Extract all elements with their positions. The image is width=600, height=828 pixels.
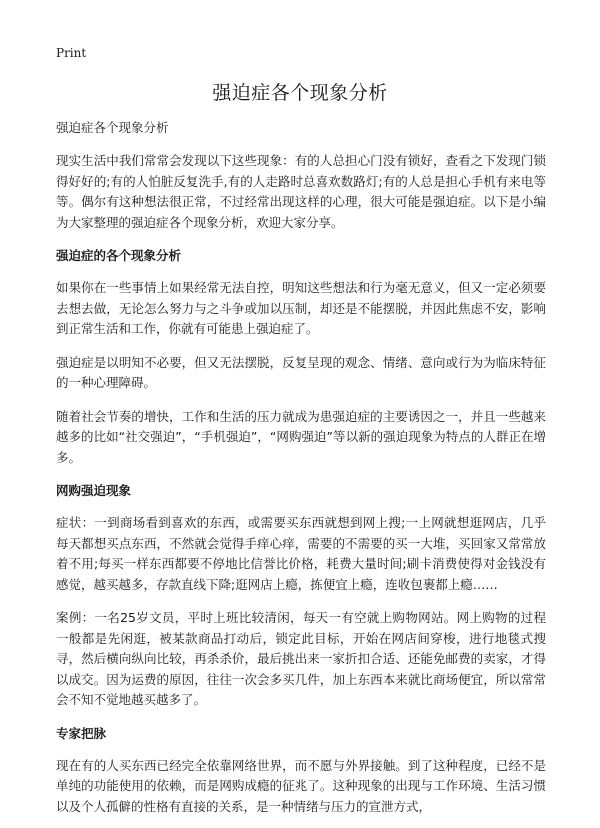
- paragraph-case: 案例：一名25岁文员，平时上班比较清闲，每天一有空就上购物网站。网上购物的过程一般都是先闲逛，被某款商品打动后，锁定此目标，开始在网店间穿梭，进行地毯式搜寻，然后横向纵向比较，再杀杀价，最后挑出来一家折扣合适、还能免邮费的卖家，才得以成交。因为运费的原因，往往一次会多买几件，加上东西本来就比商场便宜，所以常常会不知不觉地越买越多了。: [56, 610, 546, 707]
- section-heading-phenomena: 强迫症的各个现象分析: [56, 248, 182, 263]
- paragraph-symptoms: 症状：一到商场看到喜欢的东西，或需要买东西就想到网上搜;一上网就想逛网店，几乎每天都想买点东西，不然就会觉得手痒心痒，需要的不需要的买一大堆，买回家又常常放着不用;每买一样东西都要不停地比信誉比价格，耗费大量时间;刷卡消费使得对金钱没有感觉，越买越多，存款直线下降;逛网店上瘾，拣便宜上瘾，连收包裹都上瘾……: [56, 515, 546, 592]
- intro-paragraph: 现实生活中我们常常会发现以下这些现象：有的人总担心门没有锁好，查看之下发现门锁得好好的;有的人怕脏反复洗手,有的人走路时总喜欢数路灯;有的人总是担心手机有来电等等。偶尔有这种想法很正常，不过经常出现这样的心理，很大可能是强迫症。以下是小编为大家整理的强迫症各个现象分析，欢迎大家分享。: [56, 153, 546, 230]
- document-title: 强迫症各个现象分析: [212, 82, 388, 104]
- paragraph: 强迫症是以明知不必要，但又无法摆脱，反复呈现的观念、情绪、意向或行为为临床特征的一种心理障碍。: [56, 354, 546, 390]
- print-link[interactable]: Print: [56, 46, 87, 60]
- paragraph: 如果你在一些事情上如果经常无法自控，明知这些想法和行为毫无意义，但又一定必须要去想去做，无论怎么努力与之斗争或加以压制，却还是不能摆脱，并因此焦虑不安，影响到正常生活和工作，你就有可能患上强迫症了。: [56, 280, 546, 336]
- section-heading-expert-diagnosis: 专家把脉: [56, 725, 107, 741]
- paragraph: 随着社会节奏的增快，工作和生活的压力就成为患强迫症的主要诱因之一，并且一些越来越多的比如“社交强迫”，“手机强迫”，“网购强迫”等以新的强迫现象为特点的人群正在增多。: [56, 408, 546, 465]
- document-subtitle: 强迫症各个现象分析: [56, 120, 169, 135]
- document-body: [56, 118, 546, 828]
- section-heading-online-shopping: 网购强迫现象: [56, 483, 132, 498]
- paragraph: 现在有的人买东西已经完全依靠网络世界，而不愿与外界接触。到了这种程度，已经不是单纯的功能使用的依赖，而是网购成瘾的征兆了。这种现象的出现与工作环境、生活习惯以及个人孤僻的性格有直接的关系，是一种情绪与压力的宣泄方式，: [56, 757, 546, 814]
